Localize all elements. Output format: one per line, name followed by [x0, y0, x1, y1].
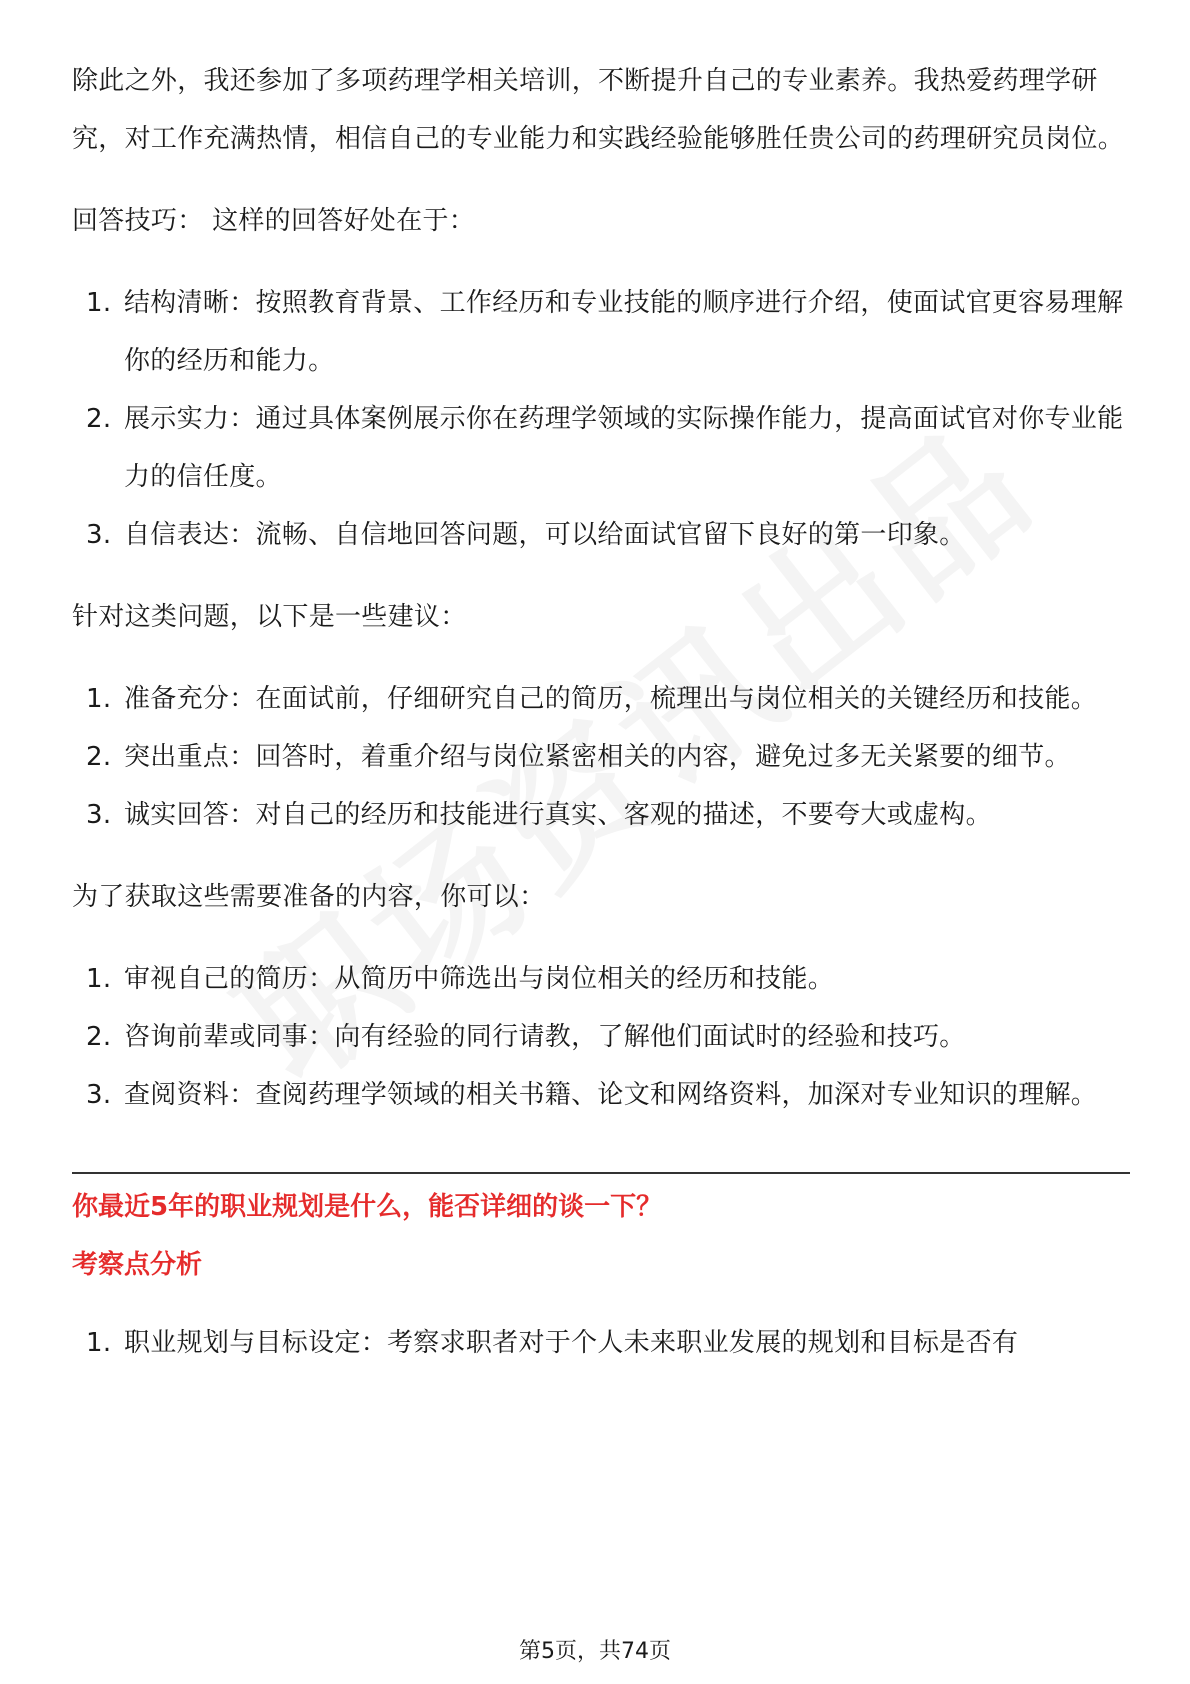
list-item-text: 审视自己的简历：从简历中筛选出与岗位相关的经历和技能。	[124, 964, 835, 994]
list-number: 3.	[86, 520, 112, 550]
list-number: 3.	[86, 1080, 112, 1110]
list-item-text: 职业规划与目标设定：考察求职者对于个人未来职业发展的规划和目标是否有	[124, 1328, 1019, 1358]
prep-list	[72, 950, 1130, 1124]
list-number: 1.	[86, 964, 112, 994]
analysis-heading: 考察点分析	[72, 1250, 203, 1280]
list-item-text: 咨询前辈或同事：向有经验的同行请教，了解他们面试时的经验和技巧。	[124, 1022, 966, 1052]
list-item	[72, 506, 1130, 564]
list-item-text: 诚实回答：对自己的经历和技能进行真实、客观的描述，不要夸大或虚构。	[124, 800, 992, 830]
list-item	[72, 950, 1130, 1008]
list-item	[72, 1066, 1130, 1124]
list-number: 2.	[86, 1022, 112, 1052]
list-item-text: 查阅资料：查阅药理学领域的相关书籍、论文和网络资料，加深对专业知识的理解。	[124, 1080, 1098, 1110]
list-number: 3.	[86, 800, 112, 830]
list-item-text: 自信表达：流畅、自信地回答问题，可以给面试官留下良好的第一印象。	[124, 520, 966, 550]
advice-heading: 针对这类问题，以下是一些建议：	[72, 602, 467, 632]
intro-paragraph: 除此之外，我还参加了多项药理学相关培训，不断提升自己的专业素养。我热爱药理学研究，对工作充满热情，相信自己的专业能力和实践经验能够胜任贵公司的药理研究员岗位。	[72, 66, 1125, 154]
list-number: 1.	[86, 1328, 112, 1358]
page-footer: 第5页，共74页	[519, 1639, 671, 1664]
tips-list	[72, 274, 1130, 564]
list-item	[72, 1314, 1130, 1372]
list-item	[72, 1008, 1130, 1066]
list-number: 2.	[86, 742, 112, 772]
tips-heading: 回答技巧： 这样的回答好处在于：	[72, 206, 476, 236]
section-divider	[72, 1172, 1130, 1174]
list-item	[72, 390, 1130, 506]
list-item-text: 结构清晰：按照教育背景、工作经历和专业技能的顺序进行介绍，使面试官更容易理解你的经历和能力。	[124, 288, 1124, 376]
list-item-text: 展示实力：通过具体案例展示你在药理学领域的实际操作能力，提高面试官对你专业能力的信任度。	[124, 404, 1124, 492]
document-page	[72, 52, 1130, 1372]
list-item	[72, 728, 1130, 786]
list-item-text: 突出重点：回答时，着重介绍与岗位紧密相关的内容，避免过多无关紧要的细节。	[124, 742, 1071, 772]
advice-list	[72, 670, 1130, 844]
list-item	[72, 670, 1130, 728]
question-heading: 你最近5年的职业规划是什么，能否详细的谈一下？	[72, 1192, 663, 1222]
list-number: 1.	[86, 288, 112, 318]
list-item-text: 准备充分：在面试前，仔细研究自己的简历，梳理出与岗位相关的关键经历和技能。	[124, 684, 1098, 714]
list-item	[72, 274, 1130, 390]
analysis-list	[72, 1314, 1130, 1372]
prep-heading: 为了获取这些需要准备的内容，你可以：	[72, 882, 546, 912]
list-item	[72, 786, 1130, 844]
list-number: 2.	[86, 404, 112, 434]
list-number: 1.	[86, 684, 112, 714]
